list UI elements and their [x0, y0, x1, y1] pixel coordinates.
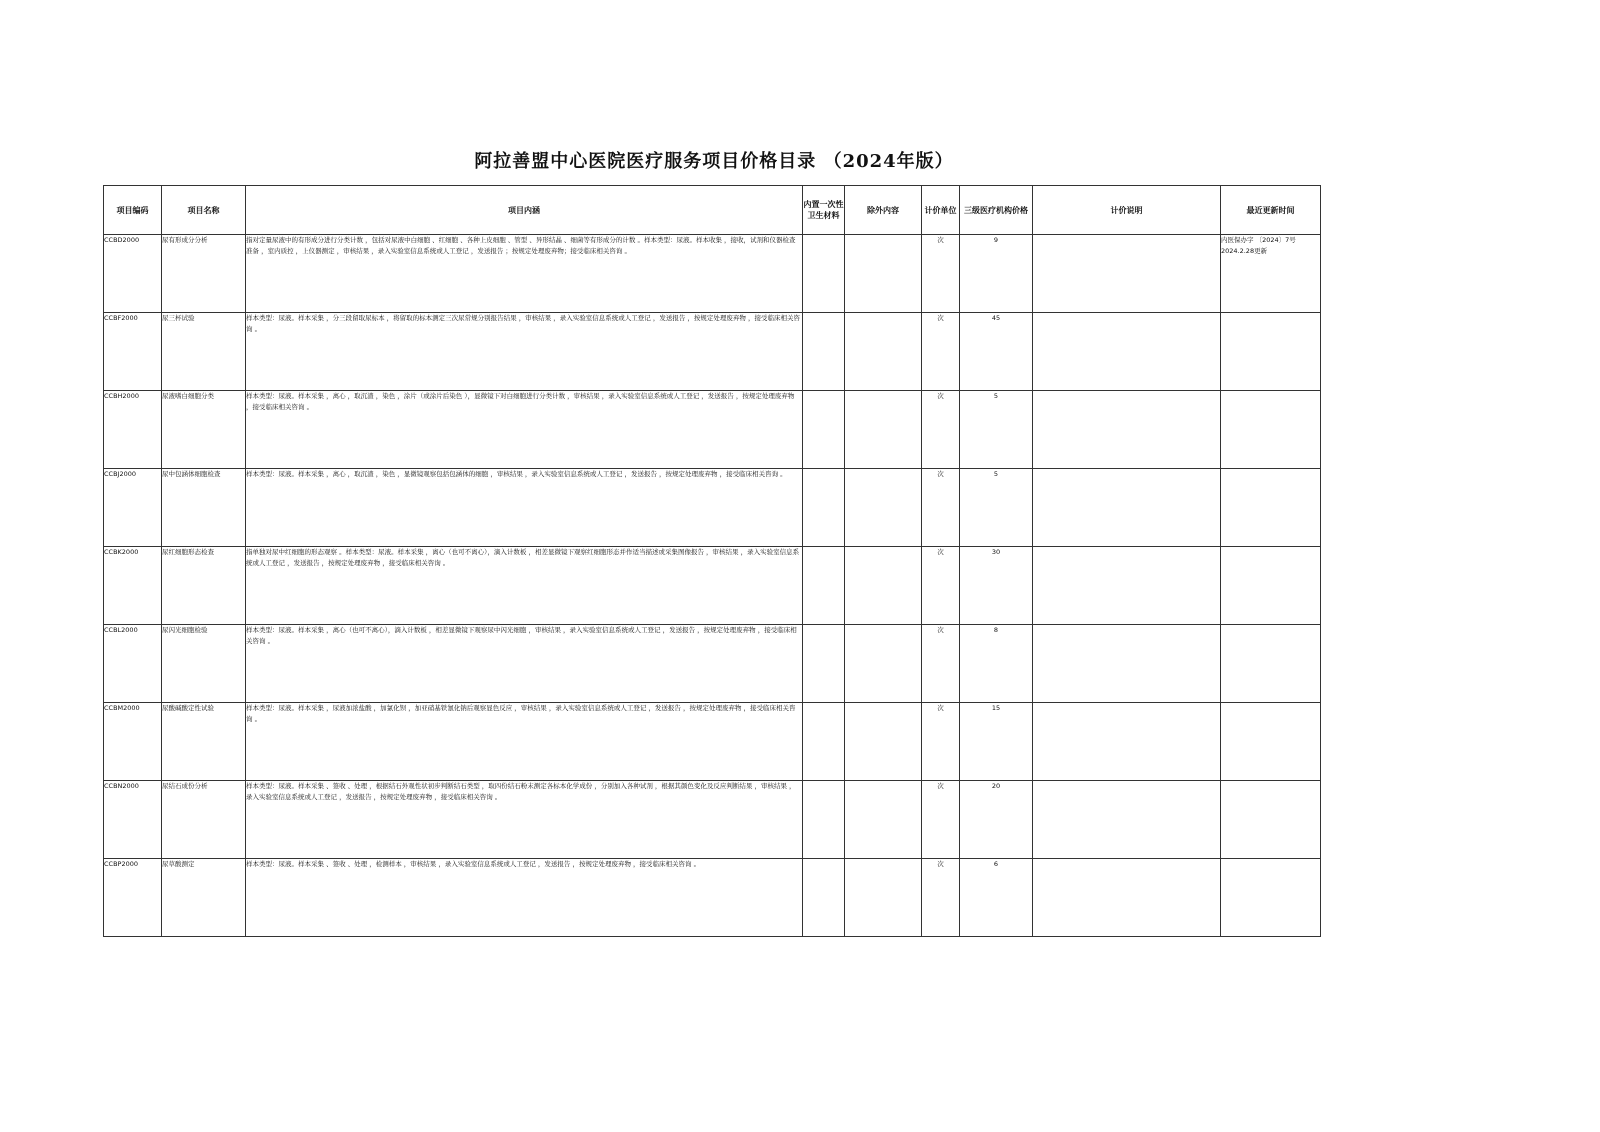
- cell-notes: [1033, 235, 1221, 313]
- table-row: [104, 703, 1321, 781]
- price-table: [103, 185, 1321, 937]
- cell-code: CCBM2000: [104, 703, 162, 781]
- cell-notes: [1033, 313, 1221, 391]
- table-row: [104, 625, 1321, 703]
- cell-price: 30: [960, 547, 1033, 625]
- cell-excluded: [845, 547, 922, 625]
- header-disposable: 内置一次性卫生材料: [803, 186, 845, 235]
- cell-notes: [1033, 625, 1221, 703]
- cell-content: 样本类型：尿液。样本采集 ，分三段留取尿标本 ，将留取的标本测定三次尿常规分别报告结果 ，审核结果 ，录入实验室信息系统或人工登记 ，发送报告 ，按规定处理废弃物 ，接受临床相关咨询 。: [246, 313, 803, 391]
- header-price: 三级医疗机构价格: [960, 186, 1033, 235]
- cell-updated: [1221, 625, 1321, 703]
- header-excluded: 除外内容: [845, 186, 922, 235]
- cell-content: 指对定量尿液中的有形成分进行分类计数 ，包括对尿液中白细胞 、红细胞 、各种上皮细胞 、管型 、异形结晶 、细菌等有形成分的计数 。样本类型：尿液。样本收集 ，接收，试剂和仪器检查准备 ，室内质控 ，上仪器测定 ，审核结果 ，录入实验室信息系统或人工登记 ，发送报告 ；按规定处理废弃物；接受临床相关咨询 。: [246, 235, 803, 313]
- cell-disposable: [803, 469, 845, 547]
- cell-disposable: [803, 391, 845, 469]
- table-header-row: [104, 186, 1321, 235]
- cell-updated: [1221, 547, 1321, 625]
- cell-content: 样本类型：尿液。样本采集 、签收 、处理 ，根据结石外观性状初步判断结石类型 ，取四份结石粉末测定各标本化学成份 ，分别加入各种试剂 ，根据其颜色变化及反应判断结果 ，审核结果 ，录入实验室信息系统或人工登记 ，发送报告 ，按规定处理废弃物 ，接受临床相关咨询 。: [246, 781, 803, 859]
- cell-notes: [1033, 859, 1221, 937]
- cell-excluded: [845, 703, 922, 781]
- cell-name: 尿结石成份分析: [162, 781, 246, 859]
- cell-price: 8: [960, 625, 1033, 703]
- cell-code: CCBH2000: [104, 391, 162, 469]
- cell-price: 6: [960, 859, 1033, 937]
- cell-unit: 次: [922, 469, 960, 547]
- cell-excluded: [845, 313, 922, 391]
- cell-price: 45: [960, 313, 1033, 391]
- header-unit: 计价单位: [922, 186, 960, 235]
- cell-code: CCBK2000: [104, 547, 162, 625]
- cell-code: CCBF2000: [104, 313, 162, 391]
- cell-price: 20: [960, 781, 1033, 859]
- cell-excluded: [845, 469, 922, 547]
- cell-disposable: [803, 703, 845, 781]
- cell-unit: 次: [922, 859, 960, 937]
- cell-name: 尿酸碱酸定性试验: [162, 703, 246, 781]
- cell-unit: 次: [922, 391, 960, 469]
- cell-unit: 次: [922, 313, 960, 391]
- header-notes: 计价说明: [1033, 186, 1221, 235]
- table-row: [104, 313, 1321, 391]
- cell-code: CCBP2000: [104, 859, 162, 937]
- cell-price: 5: [960, 391, 1033, 469]
- cell-code: CCBN2000: [104, 781, 162, 859]
- cell-name: 尿草酸测定: [162, 859, 246, 937]
- table-row: [104, 235, 1321, 313]
- cell-updated: [1221, 703, 1321, 781]
- cell-name: 尿有形成分分析: [162, 235, 246, 313]
- cell-name: 尿闪光细胞检验: [162, 625, 246, 703]
- table-row: [104, 469, 1321, 547]
- table-row: [104, 547, 1321, 625]
- cell-content: 样本类型：尿液。样本采集 ，离心（也可不离心），滴入计数板 ，相差显微镜下观察尿中闪光细胞 ，审核结果 ，录入实验室信息系统或人工登记 ，发送报告 ，按规定处理废弃物 ，接受临床相关咨询 。: [246, 625, 803, 703]
- cell-updated: [1221, 313, 1321, 391]
- cell-disposable: [803, 235, 845, 313]
- cell-disposable: [803, 313, 845, 391]
- cell-content: 指单独对尿中红细胞的形态观察 。样本类型：尿液。样本采集 ，离心（也可不离心），滴入计数板 ，相差显微镜下观察红细胞形态并作适当描述或采集图像报告 ，审核结果 ，录入实验室信息系统或人工登记 ，发送报告 ，按规定处理废弃物 ，接受临床相关咨询 。: [246, 547, 803, 625]
- cell-name: 尿红细胞形态检查: [162, 547, 246, 625]
- cell-price: 9: [960, 235, 1033, 313]
- cell-name: 尿液嗜白细胞分类: [162, 391, 246, 469]
- cell-content: 样本类型：尿液。样本采集 、签收 、处理 ，检测样本 ，审核结果 ，录入实验室信息系统或人工登记 ，发送报告 ，按规定处理废弃物 ，接受临床相关咨询 。: [246, 859, 803, 937]
- cell-updated: [1221, 469, 1321, 547]
- cell-unit: 次: [922, 703, 960, 781]
- cell-notes: [1033, 781, 1221, 859]
- cell-content: 样本类型：尿液。样本采集 ，离心 ，取沉渣 ，染色 ，涂片（或涂片后染色 ），显微镜下对白细胞进行分类计数 ，审核结果 ，录入实验室信息系统或人工登记 ，发送报告 ，按规定处理废弃物 ，接受临床相关咨询 。: [246, 391, 803, 469]
- cell-excluded: [845, 235, 922, 313]
- cell-code: CCBD2000: [104, 235, 162, 313]
- header-code: 项目编码: [104, 186, 162, 235]
- cell-updated: [1221, 781, 1321, 859]
- cell-disposable: [803, 859, 845, 937]
- cell-price: 5: [960, 469, 1033, 547]
- page-title: 阿拉善盟中心医院医疗服务项目价格目录 （2024年版）: [474, 151, 954, 172]
- cell-unit: 次: [922, 235, 960, 313]
- cell-name: 尿三杯试验: [162, 313, 246, 391]
- cell-unit: 次: [922, 781, 960, 859]
- cell-unit: 次: [922, 625, 960, 703]
- cell-disposable: [803, 781, 845, 859]
- cell-excluded: [845, 859, 922, 937]
- cell-updated: [1221, 391, 1321, 469]
- cell-updated: [1221, 859, 1321, 937]
- cell-notes: [1033, 391, 1221, 469]
- table-row: [104, 859, 1321, 937]
- cell-code: CCBL2000: [104, 625, 162, 703]
- cell-price: 15: [960, 703, 1033, 781]
- cell-excluded: [845, 781, 922, 859]
- cell-code: CCBJ2000: [104, 469, 162, 547]
- cell-disposable: [803, 547, 845, 625]
- cell-content: 样本类型：尿液。样本采集 ，离心 ，取沉渣 ，染色 ，显微镜观察包括包涵体的细胞 ，审核结果 ，录入实验室信息系统或人工登记 ，发送报告 ，按规定处理废弃物 ，接受临床相关咨询 。: [246, 469, 803, 547]
- cell-name: 尿中包涵体细胞检查: [162, 469, 246, 547]
- table-row: [104, 391, 1321, 469]
- cell-notes: [1033, 703, 1221, 781]
- cell-content: 样本类型：尿液。样本采集 ，尿液加浓盐酸 ，加氯化钡 ，加亚硝基铁氰化钠后观察显色反应 ，审核结果 ，录入实验室信息系统或人工登记 ，发送报告 ，按规定处理废弃物 ，接受临床相关咨询 。: [246, 703, 803, 781]
- cell-disposable: [803, 625, 845, 703]
- cell-excluded: [845, 391, 922, 469]
- table-row: [104, 781, 1321, 859]
- header-name: 项目名称: [162, 186, 246, 235]
- header-content: 项目内涵: [246, 186, 803, 235]
- cell-updated: 内医保办字 〔2024〕7号 2024.2.28更新: [1221, 235, 1321, 313]
- cell-notes: [1033, 469, 1221, 547]
- cell-excluded: [845, 625, 922, 703]
- cell-unit: 次: [922, 547, 960, 625]
- header-updated: 最近更新时间: [1221, 186, 1321, 235]
- cell-notes: [1033, 547, 1221, 625]
